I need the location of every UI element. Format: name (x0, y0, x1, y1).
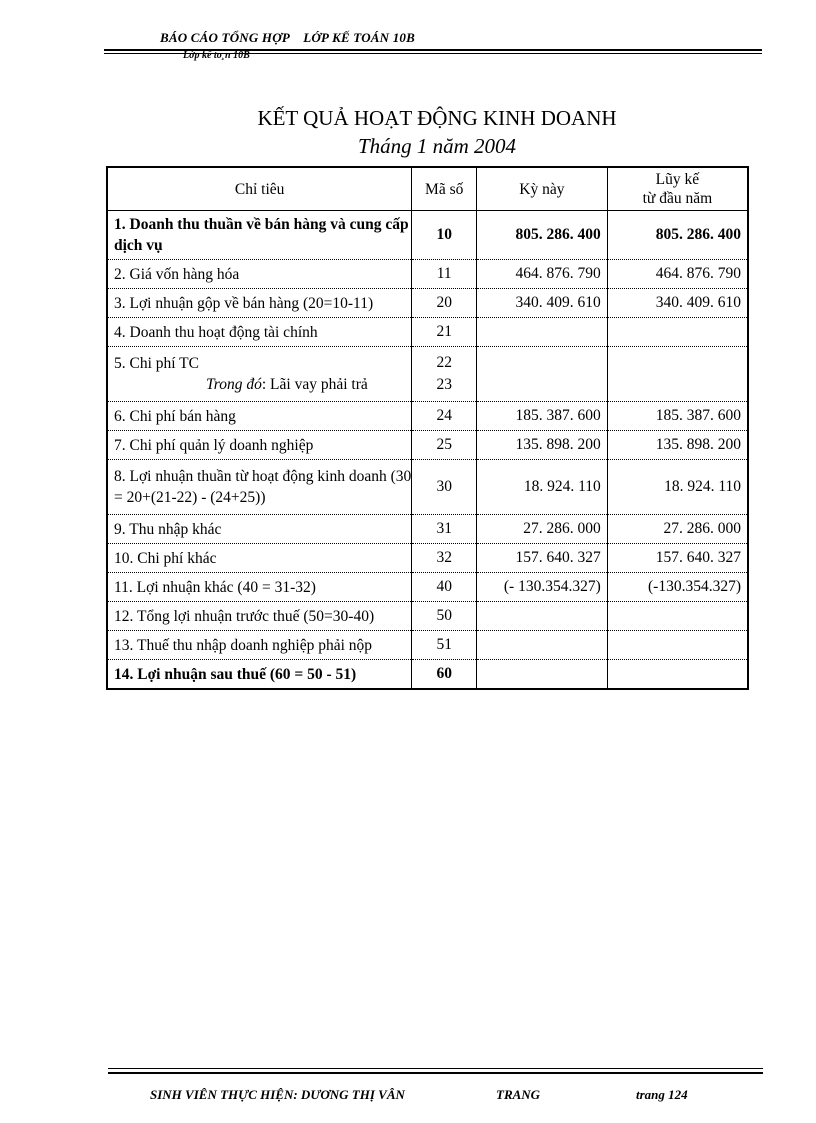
table-row (107, 211, 748, 260)
table-row (107, 460, 748, 515)
table-row (107, 602, 748, 631)
table-row (107, 318, 748, 347)
row-label: 10. Chi phí khác (107, 544, 412, 573)
row-period-value (477, 602, 608, 631)
document-subtitle: Tháng 1 năm 2004 (357, 134, 517, 158)
table-row (107, 573, 748, 602)
report-header-subtitle: Lớp kế to¸n 10B (183, 50, 250, 61)
table-row (107, 260, 748, 289)
row-cumulative-value: 805. 286. 400 (607, 211, 748, 260)
row-code: 25 (412, 431, 477, 460)
footer-page-number: trang 124 (636, 1087, 688, 1102)
document-title: KẾT QUẢ HOẠT ĐỘNG KINH DOANH (257, 106, 617, 130)
income-statement-table (106, 166, 749, 690)
row-period-value: (- 130.354.327) (477, 573, 608, 602)
row-sub-text: : Lãi vay phải trả (261, 376, 368, 393)
table-row (107, 544, 748, 573)
row-code: 11 (412, 260, 477, 289)
row-code: 20 (412, 289, 477, 318)
column-header-code: Mã số (412, 167, 477, 211)
row-code: 10 (412, 211, 477, 260)
row-main-code: 22 (436, 354, 452, 371)
row-label: 2. Giá vốn hàng hóa (107, 260, 412, 289)
row-period-value (477, 347, 608, 402)
row-cumulative-value (607, 318, 748, 347)
row-code (412, 347, 477, 402)
row-label: 11. Lợi nhuận khác (40 = 31-32) (107, 573, 412, 602)
table-row (107, 289, 748, 318)
footer-student-cont: TRANG (496, 1087, 541, 1102)
row-sub-code: 23 (436, 376, 452, 393)
row-cumulative-value (607, 347, 748, 402)
row-code: 32 (412, 544, 477, 573)
row-period-value (477, 318, 608, 347)
table-row (107, 515, 748, 544)
row-period-value (477, 660, 608, 690)
footer-student: SINH VIÊN THỰC HIỆN: DƯƠNG THỊ VÂN (150, 1087, 405, 1102)
row-sub-label (114, 374, 411, 395)
row-code: 31 (412, 515, 477, 544)
row-label: 7. Chi phí quản lý doanh nghiệp (107, 431, 412, 460)
row-cumulative-value: 18. 924. 110 (607, 460, 748, 515)
row-period-value: 805. 286. 400 (477, 211, 608, 260)
table-row (107, 431, 748, 460)
row-label: 9. Thu nhập khác (107, 515, 412, 544)
row-cumulative-value: 340. 409. 610 (607, 289, 748, 318)
row-cumulative-value: 185. 387. 600 (607, 402, 748, 431)
row-cumulative-value: 135. 898. 200 (607, 431, 748, 460)
row-label: 3. Lợi nhuận gộp về bán hàng (20=10-11) (107, 289, 412, 318)
row-period-value: 27. 286. 000 (477, 515, 608, 544)
row-code: 21 (412, 318, 477, 347)
row-period-value: 340. 409. 610 (477, 289, 608, 318)
row-cumulative-value (607, 631, 748, 660)
table-row (107, 402, 748, 431)
row-period-value: 157. 640. 327 (477, 544, 608, 573)
row-cumulative-value: 157. 640. 327 (607, 544, 748, 573)
row-label: 14. Lợi nhuận sau thuế (60 = 50 - 51) (107, 660, 412, 690)
row-cumulative-value: 27. 286. 000 (607, 515, 748, 544)
report-header-title: BÁO CÁO TỔNG HỢP LỚP KẾ TOÁN 10B (160, 30, 415, 45)
row-label: 12. Tổng lợi nhuận trước thuế (50=30-40) (107, 602, 412, 631)
row-label: 6. Chi phí bán hàng (107, 402, 412, 431)
column-header-period: Kỳ này (477, 167, 608, 211)
row-label: 13. Thuế thu nhập doanh nghiệp phải nộp (107, 631, 412, 660)
table-header-row (107, 167, 748, 211)
row-period-value: 135. 898. 200 (477, 431, 608, 460)
row-code: 24 (412, 402, 477, 431)
table-row (107, 347, 748, 402)
row-cumulative-value (607, 602, 748, 631)
row-code: 30 (412, 460, 477, 515)
row-label: 1. Doanh thu thuần về bán hàng và cung cấp dịch vụ (107, 211, 412, 260)
row-period-value (477, 631, 608, 660)
row-code: 50 (412, 602, 477, 631)
row-period-value: 18. 924. 110 (477, 460, 608, 515)
row-cumulative-value: 464. 876. 790 (607, 260, 748, 289)
row-label (107, 347, 412, 402)
row-period-value: 185. 387. 600 (477, 402, 608, 431)
cumulative-header-line1: Lũy kế (655, 171, 700, 188)
row-cumulative-value (607, 660, 748, 690)
row-sub-prefix: Trong đó (206, 376, 262, 393)
row-cumulative-value: (-130.354.327) (607, 573, 748, 602)
footer-rule-thin (108, 1068, 763, 1069)
column-header-item: Chỉ tiêu (107, 167, 412, 211)
table-row (107, 660, 748, 690)
row-period-value: 464. 876. 790 (477, 260, 608, 289)
column-header-cumulative (607, 167, 748, 211)
table-row (107, 631, 748, 660)
footer-rule (108, 1072, 763, 1074)
row-code: 60 (412, 660, 477, 690)
row-label: 8. Lợi nhuận thuần từ hoạt động kinh doanh (30 = 20+(21-22) - (24+25)) (107, 460, 412, 515)
row-label: 4. Doanh thu hoạt động tài chính (107, 318, 412, 347)
row-main-label: 5. Chi phí TC (114, 355, 199, 372)
row-code: 40 (412, 573, 477, 602)
cumulative-header-line2: từ đầu năm (642, 190, 713, 207)
row-code: 51 (412, 631, 477, 660)
